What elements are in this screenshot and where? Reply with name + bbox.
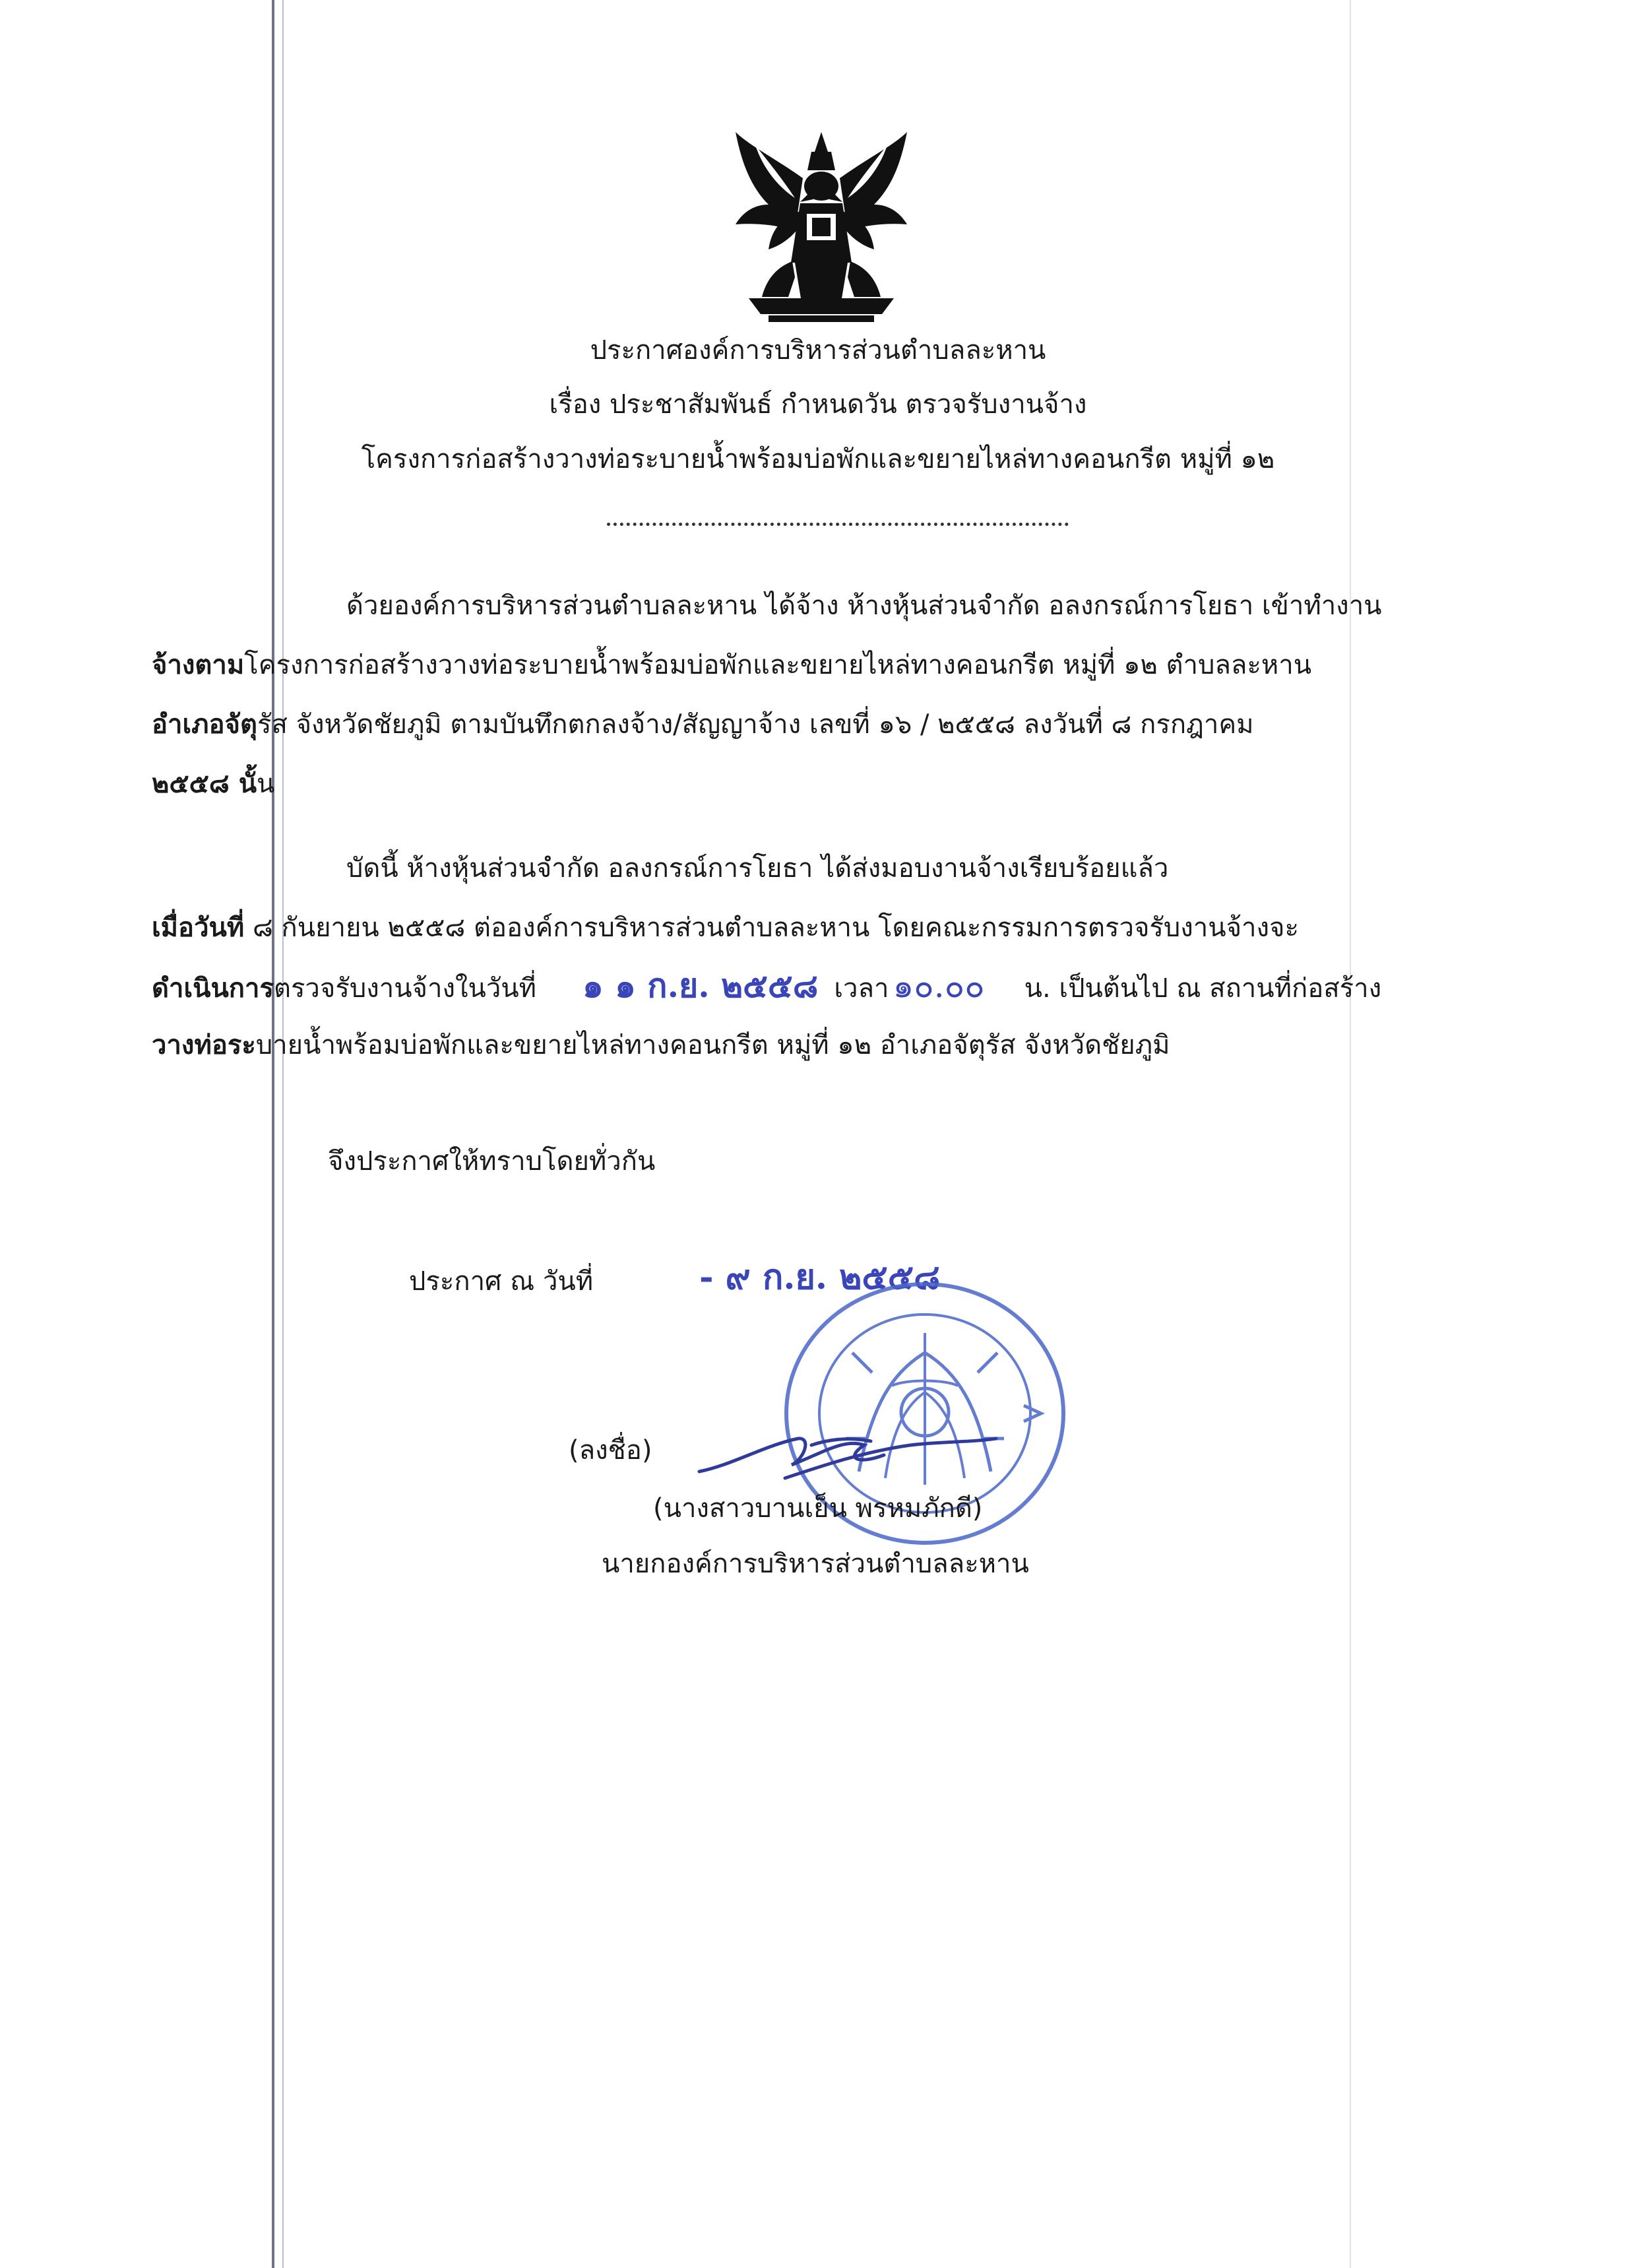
para2-line2 bbox=[152, 909, 1299, 946]
para2-line3 bbox=[152, 967, 1381, 1007]
handwritten-inspection-time: ๑๐.๐๐ bbox=[893, 967, 985, 1005]
signer-title: นายกองค์การบริหารส่วนตำบลละหาน bbox=[602, 1549, 1029, 1579]
dotted-divider bbox=[607, 523, 1069, 526]
para1-line3-bold: อำเภอจัตุ bbox=[152, 709, 257, 740]
garuda-emblem-icon bbox=[729, 132, 914, 323]
announce-date-label: ประกาศ ณ วันที่ bbox=[409, 1266, 594, 1297]
para1-line3 bbox=[152, 706, 1254, 743]
para2-line1: บัดนี้ ห้างหุ้นส่วนจำกัด อลงกรณ์การโยธา ได้ส่งมอบงานจ้างเรียบร้อยแล้ว bbox=[346, 853, 1169, 884]
project-title: โครงการก่อสร้างวางท่อระบายน้ำพร้อมบ่อพักและขยายไหล่ทางคอนกรีต หมู่ที่ ๑๒ bbox=[361, 444, 1275, 474]
para1-line4 bbox=[152, 765, 274, 802]
para2-line4-text: บายน้ำพร้อมบ่อพักและขยายไหล่ทางคอนกรีต หมู่ที่ ๑๒ อำเภอจัตุรัส จังหวัดชัยภูมิ bbox=[255, 1030, 1170, 1060]
announcement-subject: เรื่อง ประชาสัมพันธ์ กำหนดวัน ตรวจรับงานจ้าง bbox=[549, 389, 1087, 420]
handwritten-inspection-date: ๑ ๑ ก.ย. ๒๕๕๘ bbox=[582, 966, 819, 1005]
announcement-heading: ประกาศองค์การบริหารส่วนตำบลละหาน bbox=[590, 335, 1046, 366]
closing-statement: จึงประกาศให้ทราบโดยทั่วกัน bbox=[328, 1146, 656, 1177]
para1-line4-bold: ๒๕๕๘ นั้ bbox=[152, 769, 257, 799]
handwritten-signature-icon bbox=[693, 1419, 1036, 1491]
handwritten-announce-date: - ๙ ก.ย. ๒๕๕๘ bbox=[699, 1257, 941, 1297]
para1-line2-text: โครงการก่อสร้างวางท่อระบายน้ำพร้อมบ่อพักและขยายไหล่ทางคอนกรีต หมู่ที่ ๑๒ ตำบลละหาน bbox=[244, 650, 1312, 680]
para2-line4-bold: วางท่อระ bbox=[152, 1030, 256, 1060]
time-label: เวลา bbox=[834, 973, 889, 1004]
para2-line2-text: ๘ กันยายน ๒๕๕๘ ต่อองค์การบริหารส่วนตำบลละหาน โดยคณะกรรมการตรวจรับงานจ้างจะ bbox=[244, 913, 1299, 943]
para1-line2-bold: จ้างตาม bbox=[152, 650, 245, 680]
para1-line4-text: น bbox=[257, 769, 275, 799]
para1-line1: ด้วยองค์การบริหารส่วนตำบลละหาน ได้จ้าง ห้างหุ้นส่วนจำกัด อลงกรณ์การโยธา เข้าทำงาน bbox=[346, 591, 1382, 621]
signer-name: (นางสาวบานเย็น พรหมภักดี) bbox=[653, 1493, 983, 1524]
sign-label: (ลงชื่อ) bbox=[569, 1435, 652, 1466]
para2-line3-tail: น. เป็นต้นไป ณ สถานที่ก่อสร้าง bbox=[1024, 973, 1382, 1004]
para2-line3-text: ตรวจรับงานจ้างในวันที่ bbox=[273, 973, 537, 1004]
para2-line2-bold: เมื่อวันที่ bbox=[152, 913, 245, 943]
para2-line4 bbox=[152, 1027, 1170, 1064]
para1-line2 bbox=[152, 647, 1311, 684]
para1-line3-text: รัส จังหวัดชัยภูมิ ตามบันทึกตกลงจ้าง/สัญญาจ้าง เลขที่ ๑๖ / ๒๕๕๘ ลงวันที่ ๘ กรกฎาคม bbox=[257, 709, 1254, 740]
para2-line3-bold: ดำเนินการ bbox=[152, 973, 274, 1004]
